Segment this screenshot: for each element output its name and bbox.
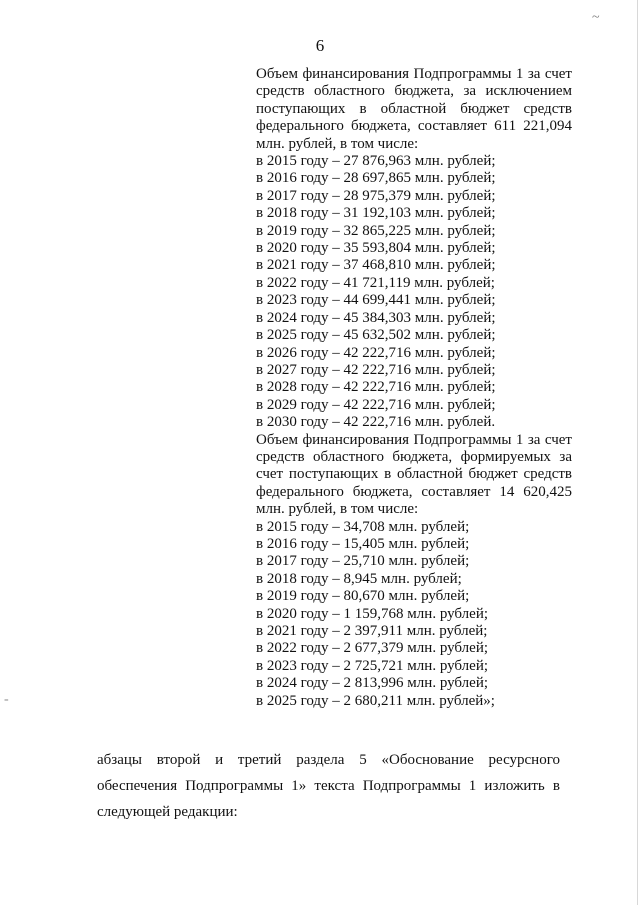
regional-year-item: в 2026 году – 42 222,716 млн. рублей; — [256, 344, 496, 361]
regional-year-item: в 2025 году – 45 632,502 млн. рублей; — [256, 327, 496, 344]
regional-year-item: в 2024 году – 45 384,303 млн. рублей; — [256, 309, 496, 326]
federal-year-item: в 2024 году – 2 813,996 млн. рублей; — [256, 675, 489, 692]
regional-year-item: в 2028 году – 42 222,716 млн. рублей; — [256, 379, 496, 396]
federal-year-item: в 2017 году – 25,710 млн. рублей; — [256, 553, 470, 570]
federal-year-item: в 2019 году – 80,670 млн. рублей; — [256, 588, 470, 605]
regional-year-item: в 2022 году – 41 721,119 млн. рублей; — [256, 274, 495, 291]
regional-year-item: в 2021 году – 37 468,810 млн. рублей; — [256, 257, 496, 274]
federal-year-item: в 2025 году – 2 680,211 млн. рублей»; — [256, 692, 495, 709]
regional-year-item: в 2030 году – 42 222,716 млн. рублей. — [256, 414, 496, 431]
regional-year-item: в 2027 году – 42 222,716 млн. рублей; — [256, 361, 496, 378]
federal-budget-year-list — [256, 519, 572, 710]
regional-budget-year-list — [256, 153, 572, 432]
regional-budget-intro: Объем финансирования Подпрограммы 1 за счет средств областного бюджета, за исключением поступающих в областной бюджет средств федерального бюджета, составляет 611 221,094 млн. рублей, в том числе: — [256, 66, 572, 152]
federal-year-item: в 2020 году – 1 159,768 млн. рублей; — [256, 605, 489, 622]
regional-year-item: в 2016 году – 28 697,865 млн. рублей; — [256, 170, 496, 187]
federal-year-item: в 2023 году – 2 725,721 млн. рублей; — [256, 657, 489, 674]
regional-year-item: в 2015 году – 27 876,963 млн. рублей; — [256, 153, 496, 170]
federal-year-item: в 2018 году – 8,945 млн. рублей; — [256, 570, 462, 587]
regional-year-item: в 2020 году – 35 593,804 млн. рублей; — [256, 240, 496, 257]
federal-year-item: в 2015 году – 34,708 млн. рублей; — [256, 518, 470, 535]
federal-budget-intro: Объем финансирования Подпрограммы 1 за счет средств областного бюджета, формируемых за счет поступающих в областной бюджет средств федерального бюджета, составляет 14 620,425 млн. рублей, в том числе: — [256, 431, 572, 518]
regional-year-item: в 2017 году – 28 975,379 млн. рублей; — [256, 187, 496, 204]
scan-mark-top: ~ — [592, 10, 600, 25]
financing-column — [256, 66, 572, 710]
scan-mark-left: - — [4, 692, 9, 707]
page-number: 6 — [315, 36, 325, 55]
amendment-paragraph: абзацы второй и третий раздела 5 «Обоснование ресурсного обеспечения Подпрограммы 1» текста Подпрограммы 1 изложить в следующей редакции: — [97, 752, 560, 820]
regional-year-item: в 2019 году – 32 865,225 млн. рублей; — [256, 222, 496, 239]
scan-edge-line — [637, 0, 638, 905]
federal-year-item: в 2022 году – 2 677,379 млн. рублей; — [256, 640, 489, 657]
regional-year-item: в 2018 году – 31 192,103 млн. рублей; — [256, 205, 496, 222]
federal-year-item: в 2021 году – 2 397,911 млн. рублей; — [256, 623, 488, 639]
federal-year-item: в 2016 году – 15,405 млн. рублей; — [256, 535, 470, 552]
regional-year-item: в 2023 году – 44 699,441 млн. рублей; — [256, 292, 496, 309]
regional-year-item: в 2029 году – 42 222,716 млн. рублей; — [256, 396, 496, 413]
